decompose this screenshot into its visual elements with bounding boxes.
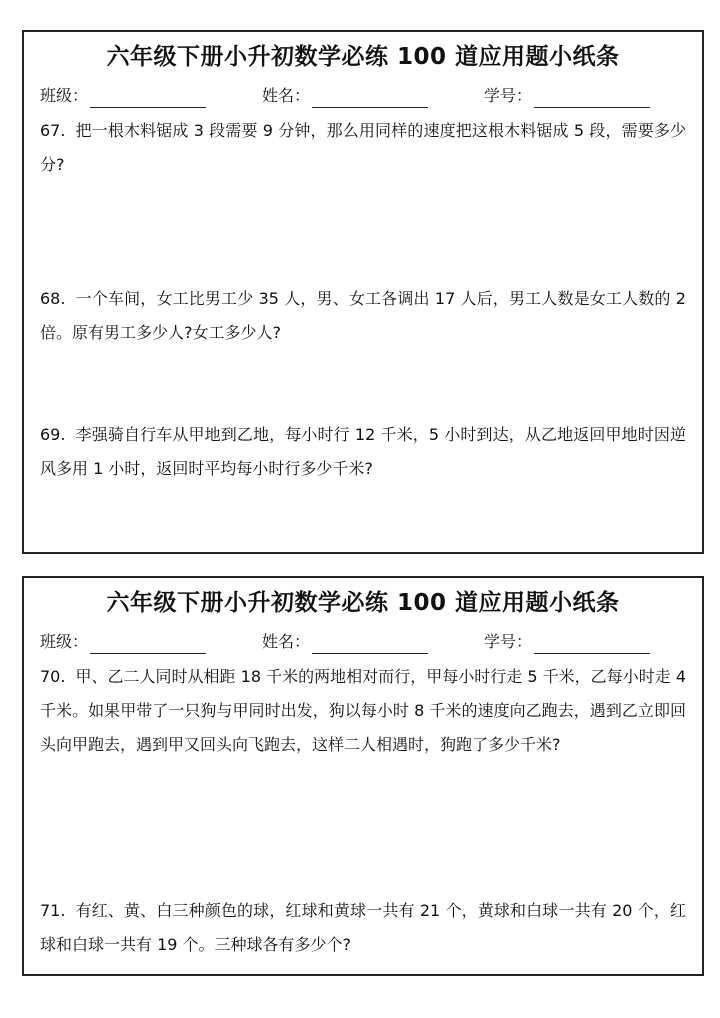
question-70: [40, 660, 686, 762]
question-text: 李强骑自行车从甲地到乙地，每小时行 12 千米，5 小时到达，从乙地返回甲地时因逆风多用 1 小时，返回时平均每小时行多少千米?: [40, 425, 686, 478]
question-text: 把一根木料锯成 3 段需要 9 分钟，那么用同样的速度把这根木料锯成 5 段，需要多少分?: [40, 121, 686, 174]
worksheet-card-2: [22, 576, 704, 976]
question-number: 71.: [40, 901, 66, 920]
student-number-label: 学号：: [484, 632, 533, 651]
question-71: [40, 894, 686, 962]
name-blank-line[interactable]: [312, 89, 428, 108]
name-label: 姓名：: [262, 632, 311, 651]
name-label: 姓名：: [262, 86, 311, 105]
class-blank-line[interactable]: [90, 635, 206, 654]
student-info-row: [40, 84, 690, 108]
question-68: [40, 282, 686, 350]
class-field: [40, 84, 206, 108]
name-blank-line[interactable]: [312, 635, 428, 654]
question-text: 有红、黄、白三种颜色的球，红球和黄球一共有 21 个，黄球和白球一共有 20 个，红球和白球一共有 19 个。三种球各有多少个?: [40, 901, 686, 954]
card-title: 六年级下册小升初数学必练 100 道应用题小纸条: [106, 44, 620, 70]
question-text: 甲、乙二人同时从相距 18 千米的两地相对而行，甲每小时行走 5 千米，乙每小时走 4 千米。如果甲带了一只狗与甲同时出发，狗以每小时 8 千米的速度向乙跑去，遇到乙立即回头向甲跑去，遇到甲又回头向飞跑去，这样二人相遇时，狗跑了多少千米?: [40, 667, 686, 754]
question-number: 68.: [40, 289, 66, 308]
class-field: [40, 630, 206, 654]
class-blank-line[interactable]: [90, 89, 206, 108]
question-67: [40, 114, 686, 182]
name-field: [262, 630, 428, 654]
question-69: [40, 418, 686, 486]
card-title: 六年级下册小升初数学必练 100 道应用题小纸条: [106, 590, 620, 616]
question-number: 70.: [40, 667, 66, 686]
student-info-row: [40, 630, 690, 654]
student-number-field: [484, 630, 650, 654]
student-number-blank-line[interactable]: [534, 635, 650, 654]
question-text: 一个车间，女工比男工少 35 人，男、女工各调出 17 人后，男工人数是女工人数的 2 倍。原有男工多少人?女工多少人?: [40, 289, 686, 342]
question-number: 67.: [40, 121, 66, 140]
question-number: 69.: [40, 425, 66, 444]
student-number-blank-line[interactable]: [534, 89, 650, 108]
student-number-label: 学号：: [484, 86, 533, 105]
class-label: 班级：: [40, 632, 89, 651]
worksheet-card-1: [22, 30, 704, 554]
student-number-field: [484, 84, 650, 108]
name-field: [262, 84, 428, 108]
class-label: 班级：: [40, 86, 89, 105]
